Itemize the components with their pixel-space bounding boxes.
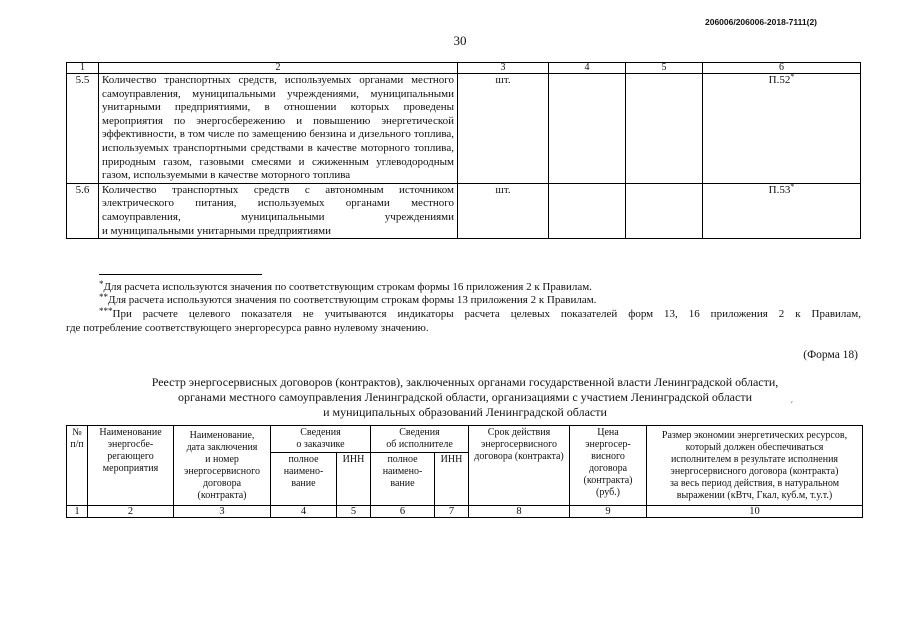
col-header: 3 xyxy=(458,63,549,74)
col-header: 2 xyxy=(99,63,458,74)
row-description: Количество транспортных средств, используемых органами местного самоуправления, муниципальными учреждениями, муниципальными унитарными предприятиями, в отношении которых проведены мероприятия по энергосбережению и повышению энергетической эффективности, в том числе по замещению бензина и дизельного топлива, используемых транспортными средствами в качестве моторного топлива, природным газом, газовыми смесями и сжиженным углеводородным газом, используемыми в качестве моторного топлива xyxy=(99,74,458,184)
empty-cell xyxy=(549,183,626,238)
column-number: 5 xyxy=(337,506,371,518)
footnote: *Для расчета используются значения по соответствующим строкам формы 16 приложения 2 к Правилам. xyxy=(99,279,592,293)
header-num: № п/п xyxy=(67,426,88,506)
column-number: 6 xyxy=(371,506,435,518)
table-row xyxy=(67,183,861,238)
register-table xyxy=(66,425,863,518)
register-header-row xyxy=(67,426,863,453)
header-contract-term: Срок действия энергосервисного договора (контракта) xyxy=(469,426,570,506)
footnote-continuation: где потребление соответствующего энергоресурса равно нулевому значению. xyxy=(66,322,429,334)
col-header: 1 xyxy=(67,63,99,74)
stray-mark: ˊ xyxy=(790,401,794,412)
column-number: 1 xyxy=(67,506,88,518)
footnote: ***При расчете целевого показателя не учитываются индикаторы расчета целевых показателей форм 13, 16 приложения 2 к Правилам, xyxy=(99,306,861,320)
header-contractor-inn: ИНН xyxy=(435,453,469,506)
col-header: 5 xyxy=(626,63,703,74)
col-header: 4 xyxy=(549,63,626,74)
header-savings-size: Размер экономии энергетических ресурсов, который должен обеспечиваться исполнителем в результате исполнения энергосервисного договора (контракта) за весь период действия, в натуральном выражении (кВтч, Гкал, куб.м, т.у.т.) xyxy=(647,426,863,506)
footnote-divider xyxy=(99,274,262,275)
column-number: 10 xyxy=(647,506,863,518)
table-row xyxy=(67,74,861,184)
column-number: 3 xyxy=(174,506,271,518)
empty-cell xyxy=(549,74,626,184)
col-header: 6 xyxy=(703,63,861,74)
header-contract-name: Наименование, дата заключения и номер энергосервисного договора (контракта) xyxy=(174,426,271,506)
indicators-header-row xyxy=(67,63,861,74)
empty-cell xyxy=(626,183,703,238)
register-title: Реестр энергосервисных договоров (контрактов), заключенных органами государственной власти Ленинградской области, органами местного самоуправления Ленинградской области, организациями с участием Ленинградской области и муниципальных образований Ленинградской области xyxy=(151,375,779,419)
footnote: **Для расчета используются значения по соответствующим строкам формы 13 приложения 2 к Правилам. xyxy=(99,292,597,306)
column-number: 4 xyxy=(271,506,337,518)
header-customer-full-name: полное наимено- вание xyxy=(271,453,337,506)
header-customer-inn: ИНН xyxy=(337,453,371,506)
column-number: 2 xyxy=(88,506,174,518)
register-number-row xyxy=(67,506,863,518)
empty-cell xyxy=(626,74,703,184)
header-contractor-info: Сведения об исполнителе xyxy=(371,426,469,453)
row-unit: шт. xyxy=(458,183,549,238)
column-number: 9 xyxy=(570,506,647,518)
indicators-table xyxy=(66,62,861,239)
header-measure-name: Наименование энергосбе- регающего мероприятия xyxy=(88,426,174,506)
row-number: 5.5 xyxy=(67,74,99,184)
header-customer-info: Сведения о заказчике xyxy=(271,426,371,453)
header-contractor-full-name: полное наимено- вание xyxy=(371,453,435,506)
column-number: 7 xyxy=(435,506,469,518)
column-number: 8 xyxy=(469,506,570,518)
page-number: 30 xyxy=(453,33,467,48)
form-label: (Форма 18) xyxy=(803,349,858,361)
header-contract-price: Цена энергосер- висного договора (контракта) (руб.) xyxy=(570,426,647,506)
row-description: Количество транспортных средств с автономным источником электрического питания, используемых органами местного самоуправления, муниципальными учреждениями и муниципальными унитарными предприятиями xyxy=(99,183,458,238)
document-id: 206006/206006-2018-7111(2) xyxy=(704,17,818,27)
row-number: 5.6 xyxy=(67,183,99,238)
row-reference: П.52* xyxy=(703,74,861,184)
row-reference: П.53* xyxy=(703,183,861,238)
row-unit: шт. xyxy=(458,74,549,184)
